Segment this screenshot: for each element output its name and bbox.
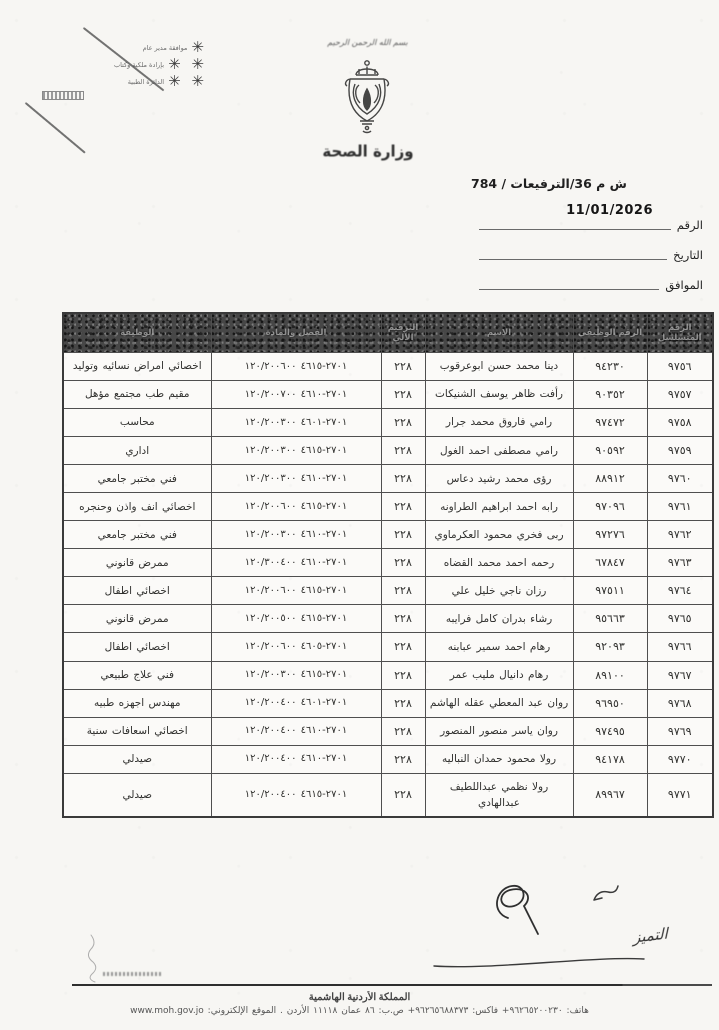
cell-name: دينا محمد حسن ابوعرقوب — [425, 353, 573, 381]
cell-budget-code: ٢٧٠١-٤٦١٠ ١٢٠/٢٠٠٣٠٠ — [211, 465, 381, 493]
cell-serial-no: ٩٧٦٨ — [647, 689, 713, 717]
table-row — [63, 465, 713, 493]
cell-job-title: اداري — [63, 437, 211, 465]
cell-serial-no: ٩٧٧٠ — [647, 745, 713, 773]
field-label-date: التاريخ — [673, 248, 703, 262]
cell-serial-no: ٩٧٦٠ — [647, 465, 713, 493]
cell-employee-no: ٩٧٤٩٥ — [573, 717, 647, 745]
cell-serial-no: ٩٧٦٣ — [647, 549, 713, 577]
cell-job-title: اخصائي اسعافات سنية — [63, 717, 211, 745]
cell-employee-no: ٩٧٥١١ — [573, 577, 647, 605]
cell-serial-no: ٩٧٥٩ — [647, 437, 713, 465]
cell-budget-code: ٢٧٠١-٤٦١٠ ١٢٠/٢٠٠٣٠٠ — [211, 521, 381, 549]
table-row — [63, 577, 713, 605]
field-underline — [479, 247, 667, 260]
cell-job-title: اخصائي انف واذن وحنجره — [63, 493, 211, 521]
cell-name: رامي فاروق محمد جرار — [425, 409, 573, 437]
cell-budget-code: ٢٧٠١-٤٦١٥ ١٢٠/٢٠٠٦٠٠ — [211, 577, 381, 605]
pen-stroke — [25, 102, 86, 154]
field-underline — [479, 277, 659, 290]
table-row — [63, 549, 713, 577]
table-row — [63, 409, 713, 437]
cell-name: رامي مصطفى احمد الغول — [425, 437, 573, 465]
cell-auto-code: ٢٢٨ — [381, 605, 425, 633]
header-budget-code: الفصل والمادة — [211, 313, 381, 353]
stamp-text-line: بإرادة ملكية وكتاب — [113, 60, 165, 69]
cell-employee-no: ٩٧٤٧٢ — [573, 409, 647, 437]
cell-name: رشاء بدران كامل فرايبه — [425, 605, 573, 633]
table-row — [63, 353, 713, 381]
cell-job-title: اخصائي اطفال — [63, 633, 211, 661]
cell-serial-no: ٩٧٧١ — [647, 773, 713, 817]
cell-budget-code: ٢٧٠١-٤٦٠١ ١٢٠/٢٠٠٣٠٠ — [211, 409, 381, 437]
footer-divider — [72, 984, 712, 986]
cell-auto-code: ٢٢٨ — [381, 493, 425, 521]
date-value: 11/01/2026 — [566, 203, 653, 218]
cell-serial-no: ٩٧٦٦ — [647, 633, 713, 661]
cell-name: رزان ناجي خليل علي — [425, 577, 573, 605]
header-auto-code: الترقيم الآلي — [381, 313, 425, 353]
table-row — [63, 493, 713, 521]
table-row — [63, 633, 713, 661]
header-job-title: الوظيفة — [63, 313, 211, 353]
cell-auto-code: ٢٢٨ — [381, 381, 425, 409]
margin-scribble — [82, 932, 100, 984]
cell-name: ربى فخري محمود العكرماوي — [425, 521, 573, 549]
cell-auto-code: ٢٢٨ — [381, 661, 425, 689]
cell-auto-code: ٢٢٨ — [381, 717, 425, 745]
cell-job-title: ممرض قانوني — [63, 549, 211, 577]
handwritten-checkmark — [588, 882, 634, 910]
star-stamp-icon: ✳ — [191, 38, 207, 56]
footer-contact-line: هاتف: ٩٦٢٦٥٢٠٠٢٣٠+ فاكس: ٩٦٢٦٥٦٨٨٣٧٣+ ص.ب: ٨٦ عمان ١١١١٨ الأردن . الموقع الإلكتروني: www.moh.gov.jo — [130, 1006, 589, 1016]
promotions-table-wrap — [62, 312, 712, 818]
cell-auto-code: ٢٢٨ — [381, 577, 425, 605]
stamp-text-line: موافقة مدير عام — [142, 43, 188, 52]
cell-employee-no: ٩٤٢٣٠ — [573, 353, 647, 381]
cell-serial-no: ٩٧٦٥ — [647, 605, 713, 633]
table-row — [63, 605, 713, 633]
cell-auto-code: ٢٢٨ — [381, 773, 425, 817]
stamp-row — [42, 40, 207, 55]
cell-name: رهام دانيال مليب عمر — [425, 661, 573, 689]
star-stamp-icon: ✳ ✳ — [168, 72, 207, 90]
cell-serial-no: ٩٧٥٦ — [647, 353, 713, 381]
cell-budget-code: ٢٧٠١-٤٦٠٥ ١٢٠/٢٠٠٦٠٠ — [211, 633, 381, 661]
field-agreed — [471, 277, 703, 292]
cell-job-title: فني مختبر جامعي — [63, 465, 211, 493]
cell-employee-no: ٨٩٩٦٧ — [573, 773, 647, 817]
cell-name: رولا نظمي عبداللطيف عبدالهادي — [425, 773, 573, 817]
cell-name: روان ياسر منصور المنصور — [425, 717, 573, 745]
cell-job-title: محاسب — [63, 409, 211, 437]
reference-number-line: ش م 36/الترفيعات / 784 — [471, 176, 627, 191]
cell-job-title: فني مختبر جامعي — [63, 521, 211, 549]
routing-stamp — [42, 40, 207, 100]
cell-job-title: صيدلي — [63, 745, 211, 773]
stamp-code-box — [42, 91, 84, 100]
cell-auto-code: ٢٢٨ — [381, 689, 425, 717]
cell-name: رؤى محمد رشيد دعاس — [425, 465, 573, 493]
field-underline — [479, 217, 671, 230]
cell-budget-code: ٢٧٠١-٤٦١٥ ١٢٠/٢٠٠٥٠٠ — [211, 605, 381, 633]
cell-budget-code: ٢٧٠١-٤٦١٠ ١٢٠/٣٠٠٤٠٠ — [211, 549, 381, 577]
table-row — [63, 717, 713, 745]
cell-employee-no: ٩٠٥٩٢ — [573, 437, 647, 465]
footer-kingdom-title: المملكة الأردنية الهاشمية — [308, 992, 411, 1003]
cell-auto-code: ٢٢٨ — [381, 409, 425, 437]
cell-serial-no: ٩٧٥٨ — [647, 409, 713, 437]
cell-serial-no: ٩٧٥٧ — [647, 381, 713, 409]
cell-budget-code: ٢٧٠١-٤٦١٠ ١٢٠/٢٠٠٤٠٠ — [211, 745, 381, 773]
cell-employee-no: ٩٧٢٧٦ — [573, 521, 647, 549]
table-row — [63, 773, 713, 817]
cell-budget-code: ٢٧٠١-٤٦١٥ ١٢٠/٢٠٠٦٠٠ — [211, 493, 381, 521]
table-row — [63, 437, 713, 465]
star-stamp-icon: ✳ ✳ — [168, 55, 207, 73]
cell-employee-no: ٩٢٠٩٣ — [573, 633, 647, 661]
header-serial-no: الرقم المتسلسل — [647, 313, 713, 353]
table-header-row — [63, 313, 713, 353]
cell-employee-no: ٨٩١٠٠ — [573, 661, 647, 689]
reference-block — [471, 176, 703, 292]
cell-employee-no: ٦٧٨٤٧ — [573, 549, 647, 577]
cell-employee-no: ٩٤١٧٨ — [573, 745, 647, 773]
ministry-title: وزارة الصحة — [322, 141, 414, 161]
cell-budget-code: ٢٧٠١-٤٦٠١ ١٢٠/٢٠٠٤٠٠ — [211, 689, 381, 717]
cell-name: رولا محمود حمدان النباليه — [425, 745, 573, 773]
cell-budget-code: ٢٧٠١-٤٦١٥ ١٢٠/٢٠٠٦٠٠ — [211, 353, 381, 381]
cell-auto-code: ٢٢٨ — [381, 353, 425, 381]
table-row — [63, 661, 713, 689]
table-row — [63, 381, 713, 409]
cell-auto-code: ٢٢٨ — [381, 549, 425, 577]
field-label-agreed: الموافق — [665, 278, 703, 292]
cell-auto-code: ٢٢٨ — [381, 437, 425, 465]
handwritten-note: التميز — [633, 924, 668, 947]
cell-budget-code: ٢٧٠١-٤٦١٠ ١٢٠/٢٠٠٤٠٠ — [211, 717, 381, 745]
stamp-text-line: الدائرة الطبية — [127, 77, 165, 86]
cell-job-title: ممرض قانوني — [63, 605, 211, 633]
cell-job-title: اخصائي اطفال — [63, 577, 211, 605]
handwritten-underline — [432, 950, 647, 972]
field-number — [471, 203, 703, 232]
field-date — [471, 247, 703, 262]
cell-name: رأفت ظاهر يوسف الشنيكات — [425, 381, 573, 409]
header-employee-no: الرقم الوظيفي — [573, 313, 647, 353]
cell-employee-no: ٩٥٦٦٣ — [573, 605, 647, 633]
cell-job-title: اخصائي امراض نسائيه وتوليد — [63, 353, 211, 381]
cell-budget-code: ٢٧٠١-٤٦١٥ ١٢٠/٢٠٠٣٠٠ — [211, 437, 381, 465]
header-name: الاسم — [425, 313, 573, 353]
cell-serial-no: ٩٧٦٤ — [647, 577, 713, 605]
table-row — [63, 689, 713, 717]
cell-serial-no: ٩٧٦١ — [647, 493, 713, 521]
cell-job-title: صيدلي — [63, 773, 211, 817]
bismillah-calligraphy: بسم الله الرحمن الرحيم — [327, 38, 408, 47]
cell-serial-no: ٩٧٦٧ — [647, 661, 713, 689]
cell-name: رابه احمد ابراهيم الطراونه — [425, 493, 573, 521]
cell-budget-code: ٢٧٠١-٤٦١٥ ١٢٠/٢٠٠٣٠٠ — [211, 661, 381, 689]
table-row — [63, 521, 713, 549]
cell-serial-no: ٩٧٦٢ — [647, 521, 713, 549]
cell-auto-code: ٢٢٨ — [381, 465, 425, 493]
promotions-table — [62, 312, 714, 818]
field-label-number: الرقم — [676, 218, 703, 232]
stamp-row — [42, 74, 207, 89]
cell-budget-code: ٢٧٠١-٤٦١٠ ١٢٠/٢٠٠٧٠٠ — [211, 381, 381, 409]
table-row — [63, 745, 713, 773]
cell-serial-no: ٩٧٦٩ — [647, 717, 713, 745]
cell-auto-code: ٢٢٨ — [381, 633, 425, 661]
cell-employee-no: ٩٠٣٥٢ — [573, 381, 647, 409]
cell-budget-code: ٢٧٠١-٤٦١٥ ١٢٠/٢٠٠٤٠٠ — [211, 773, 381, 817]
cell-job-title: مقيم طب مجتمع مؤهل — [63, 381, 211, 409]
cell-employee-no: ٩٦٩٥٠ — [573, 689, 647, 717]
cell-employee-no: ٨٨٩١٢ — [573, 465, 647, 493]
signature-scribble — [468, 872, 568, 944]
jordan-coat-of-arms — [326, 58, 408, 144]
cell-name: رحمه احمد محمد القضاه — [425, 549, 573, 577]
cell-job-title: فني علاج طبيعي — [63, 661, 211, 689]
cell-auto-code: ٢٢٨ — [381, 745, 425, 773]
cell-auto-code: ٢٢٨ — [381, 521, 425, 549]
cell-name: روان عبد المعطي عقله الهاشم — [425, 689, 573, 717]
cell-job-title: مهندس اجهزه طبيه — [63, 689, 211, 717]
footer-microtext-smudge — [103, 972, 161, 976]
cell-name: رهام احمد سمير عبابنه — [425, 633, 573, 661]
cell-employee-no: ٩٧٠٩٦ — [573, 493, 647, 521]
